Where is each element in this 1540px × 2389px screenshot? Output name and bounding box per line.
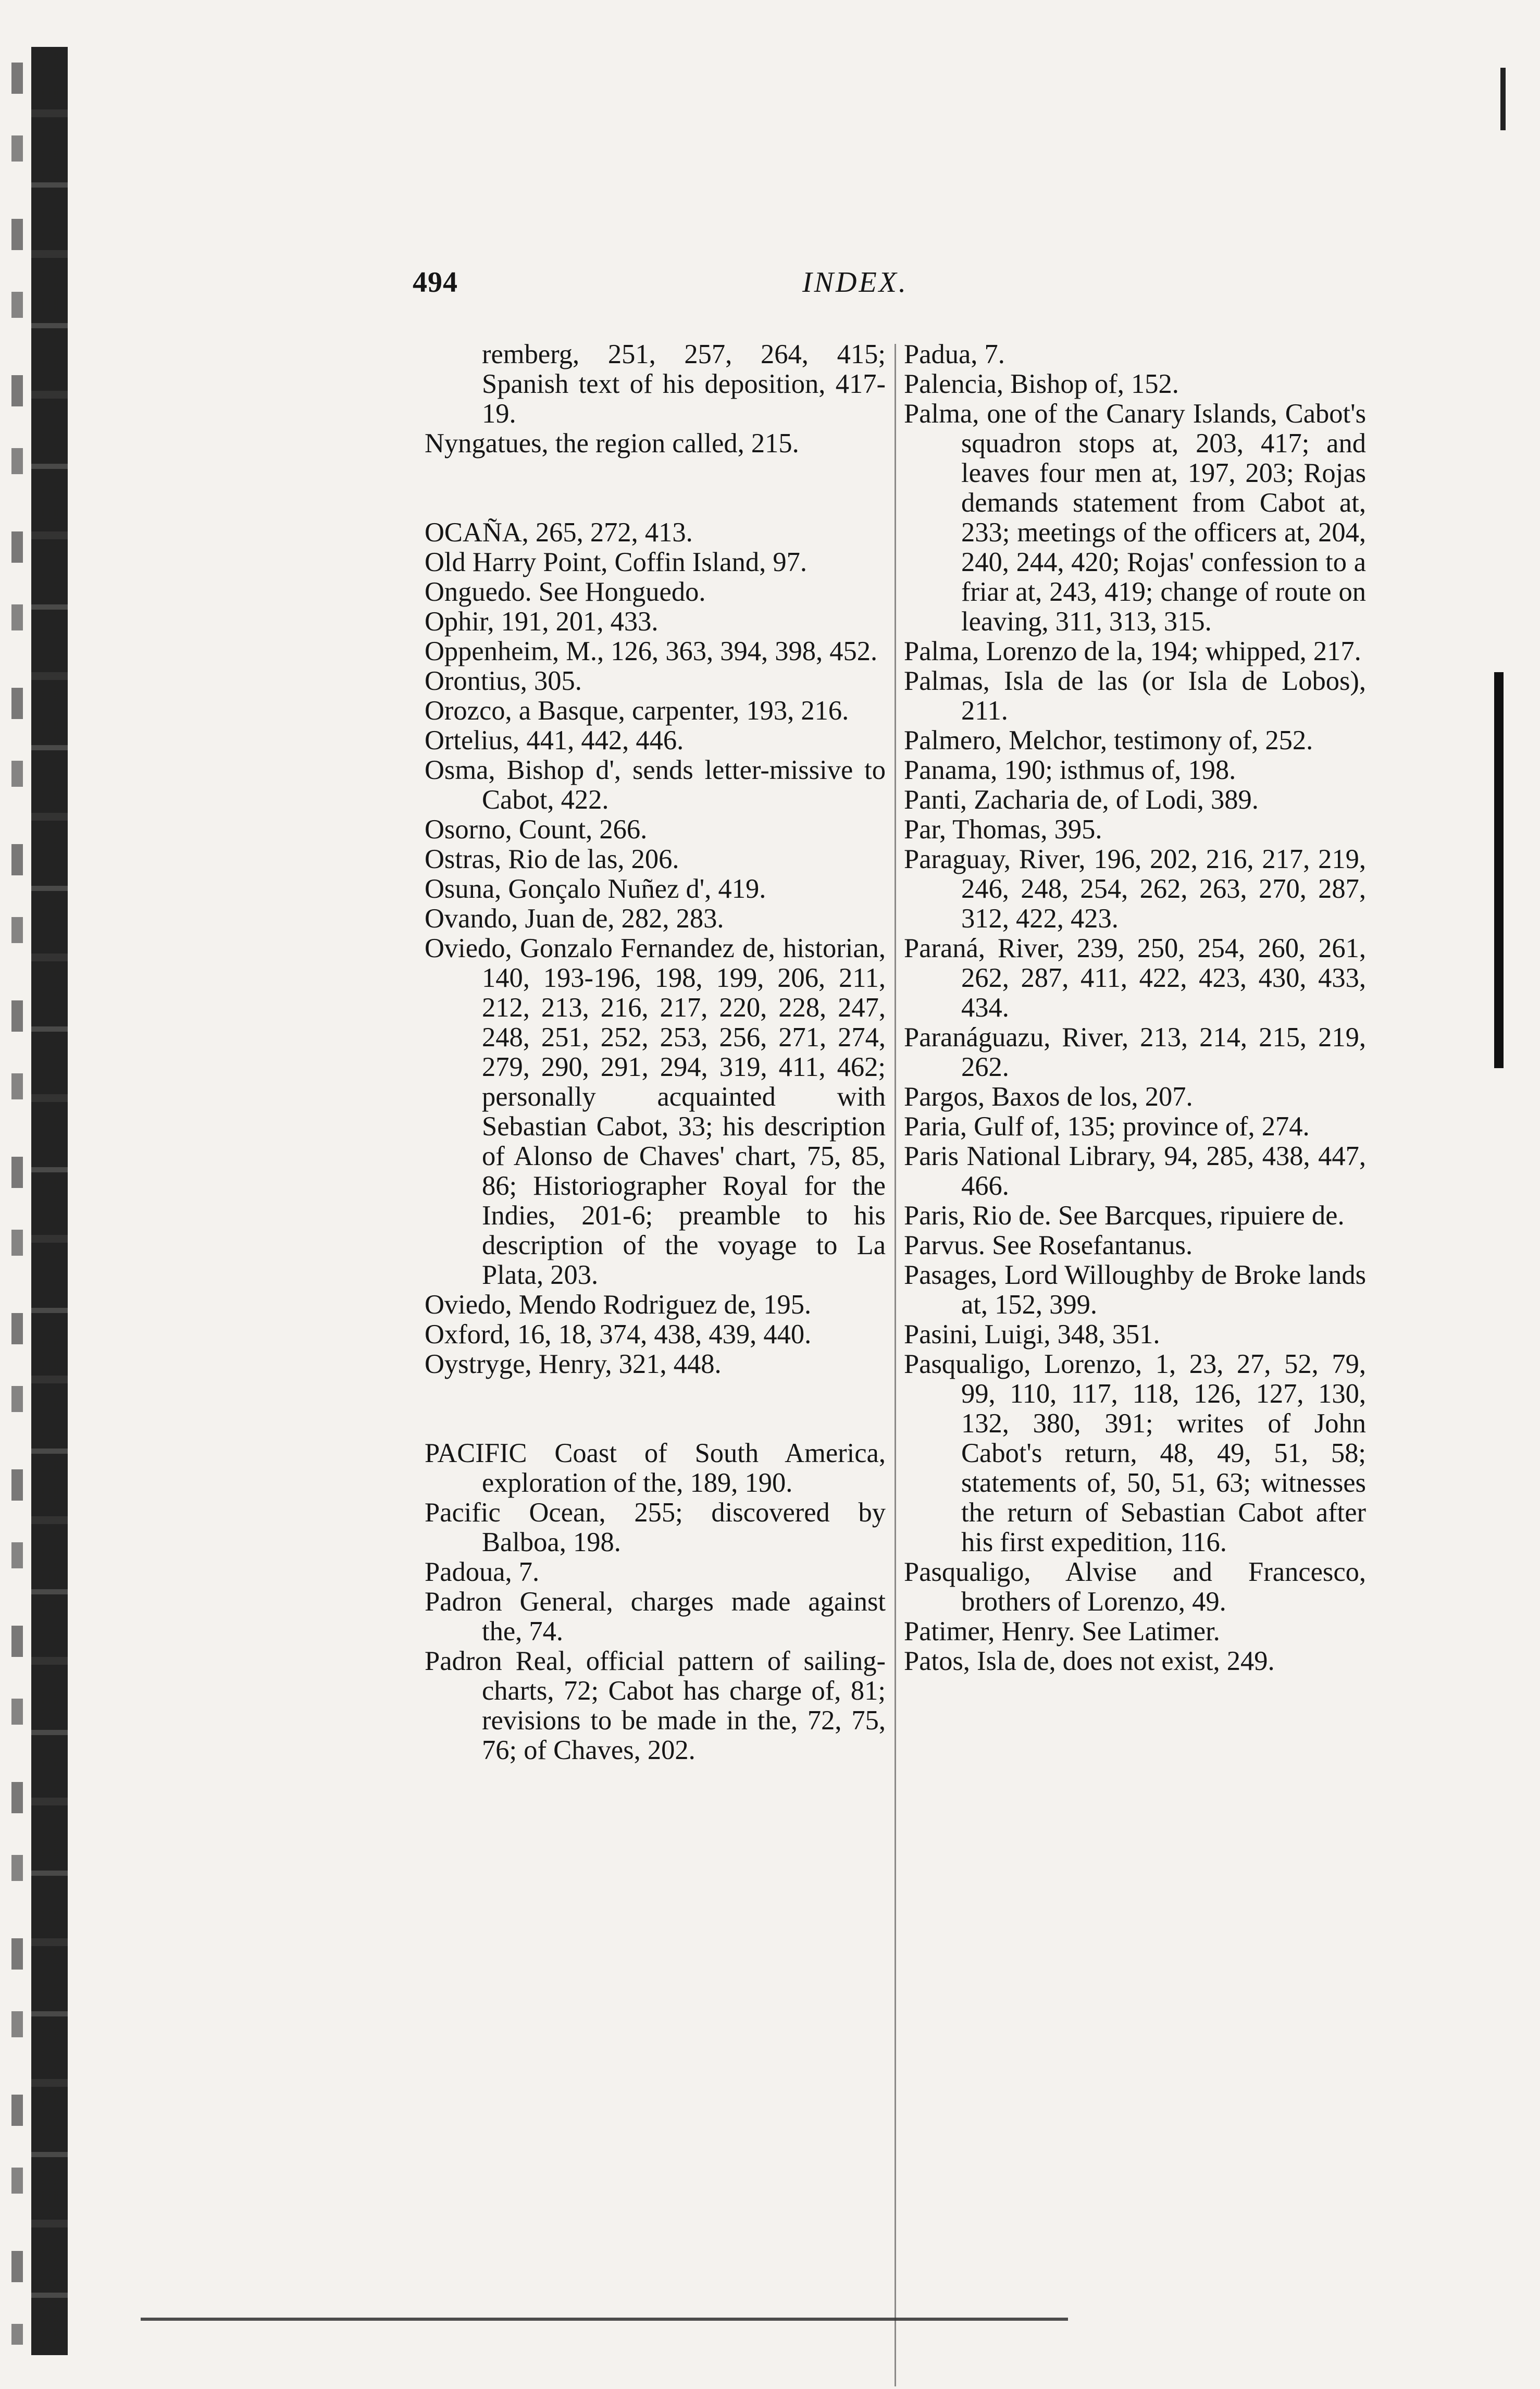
index-entry: remberg, 251, 257, 264, 415; Spanish text of his deposition, 417-19.	[482, 339, 886, 429]
index-entry: Paria, Gulf of, 135; province of, 274.	[904, 1111, 1310, 1142]
index-entry: Pasages, Lord Willoughby de Broke lands at, 152, 399.	[904, 1260, 1366, 1320]
index-entry: Pasqualigo, Alvise and Francesco, brothers of Lorenzo, 49.	[904, 1557, 1366, 1617]
index-entry: Pargos, Baxos de los, 207.	[904, 1082, 1193, 1112]
index-entry: Oystryge, Henry, 321, 448.	[425, 1349, 722, 1379]
index-entry: PACIFIC Coast of South America, exploration of the, 189, 190.	[425, 1438, 886, 1498]
index-entry: Pasini, Luigi, 348, 351.	[904, 1319, 1160, 1350]
index-entry: Parvus. See Rosefantanus.	[904, 1230, 1193, 1260]
index-entry: Paris National Library, 94, 285, 438, 447, 466.	[904, 1141, 1366, 1201]
index-entry: Panti, Zacharia de, of Lodi, 389.	[904, 785, 1259, 815]
index-entry: Panama, 190; isthmus of, 198.	[904, 755, 1236, 785]
index-entry: Ovando, Juan de, 282, 283.	[425, 903, 724, 934]
index-entry: Orozco, a Basque, carpenter, 193, 216.	[425, 696, 849, 726]
index-entry: Osma, Bishop d', sends letter-missive to Cabot, 422.	[425, 755, 886, 815]
index-entry: Nyngatues, the region called, 215.	[425, 428, 799, 459]
running-title: INDEX.	[802, 266, 908, 299]
page-header	[0, 266, 1540, 313]
page-number: 494	[413, 266, 458, 299]
scan-mark-top	[1500, 68, 1506, 130]
index-entry: Paraguay, River, 196, 202, 216, 217, 219, 246, 248, 254, 262, 263, 270, 287, 312, 422, 423.	[904, 844, 1366, 934]
index-entry: Palencia, Bishop of, 152.	[904, 369, 1179, 399]
index-entry: Paris, Rio de. See Barcques, ripuiere de.	[904, 1200, 1345, 1231]
index-entry: Oviedo, Mendo Rodriguez de, 195.	[425, 1290, 812, 1320]
scan-mark-right	[1494, 672, 1504, 1068]
index-entry: Paraná, River, 239, 250, 254, 260, 261, 262, 287, 411, 422, 423, 430, 433, 434.	[904, 933, 1366, 1023]
index-entry: Padoua, 7.	[425, 1557, 540, 1587]
index-entry: Pacific Ocean, 255; discovered by Balboa, 198.	[425, 1497, 886, 1557]
index-entry: Patimer, Henry. See Latimer.	[904, 1616, 1220, 1647]
index-entry: Pasqualigo, Lorenzo, 1, 23, 27, 52, 79, 99, 110, 117, 118, 126, 127, 130, 132, 380, 391; writes of John Cabot's return, 48, 49, 51, 58; statements of, 50, 51, 63; witnesses the return of Sebastian Cabot after his first expedition, 116.	[904, 1349, 1366, 1557]
index-entry: Oxford, 16, 18, 374, 438, 439, 440.	[425, 1319, 812, 1350]
index-entry: Padron General, charges made against the, 74.	[425, 1587, 886, 1647]
index-entry: Padron Real, official pattern of sailing-charts, 72; Cabot has charge of, 81; revisions to be made in the, 72, 75, 76; of Chaves, 202.	[425, 1646, 886, 1765]
index-entry: Palma, one of the Canary Islands, Cabot's squadron stops at, 203, 417; and leaves four men at, 197, 203; Rojas demands statement from Cabot at, 233; meetings of the officers at, 204, 240, 244, 420; Rojas' confession to a friar at, 243, 419; change of route on leaving, 311, 313, 315.	[904, 399, 1366, 637]
index-entry: Par, Thomas, 395.	[904, 814, 1102, 845]
index-entry: Oviedo, Gonzalo Fernandez de, historian, 140, 193-196, 198, 199, 206, 211, 212, 213, 216, 217, 220, 228, 247, 248, 251, 252, 253, 256, 271, 274, 279, 290, 291, 294, 319, 411, 462; personally acquainted with Sebastian Cabot, 33; his description of Alonso de Chaves' chart, 75, 85, 86; Historiographer Royal for the Indies, 201-6; preamble to his description of the voyage to La Plata, 203.	[425, 933, 886, 1290]
column-divider	[895, 344, 896, 2386]
binding-shadow	[31, 47, 68, 2355]
index-entry: Ortelius, 441, 442, 446.	[425, 725, 684, 756]
index-entry: Old Harry Point, Coffin Island, 97.	[425, 547, 807, 577]
index-entry: Ophir, 191, 201, 433.	[425, 606, 659, 637]
index-column-left	[425, 340, 886, 1765]
index-entry: Palma, Lorenzo de la, 194; whipped, 217.	[904, 636, 1361, 666]
index-entry: Onguedo. See Honguedo.	[425, 577, 706, 607]
index-entry: Orontius, 305.	[425, 666, 582, 696]
index-entry: Oppenheim, M., 126, 363, 394, 398, 452.	[425, 636, 878, 666]
index-entry: Osuna, Gonçalo Nuñez d', 419.	[425, 874, 766, 904]
index-entry: Paranáguazu, River, 213, 214, 215, 219, 262.	[904, 1022, 1366, 1082]
index-column-right	[904, 340, 1366, 1676]
scan-bottom-rule	[141, 2318, 1068, 2321]
binding-shadow-outer	[11, 63, 23, 2345]
index-entry: Patos, Isla de, does not exist, 249.	[904, 1646, 1275, 1676]
index-entry: Osorno, Count, 266.	[425, 814, 648, 845]
index-entry: Ostras, Rio de las, 206.	[425, 844, 679, 874]
index-entry: OCAÑA, 265, 272, 413.	[425, 517, 693, 548]
index-entry: Palmas, Isla de las (or Isla de Lobos), 211.	[904, 666, 1366, 726]
index-entry: Palmero, Melchor, testimony of, 252.	[904, 725, 1313, 756]
index-entry: Padua, 7.	[904, 339, 1005, 369]
